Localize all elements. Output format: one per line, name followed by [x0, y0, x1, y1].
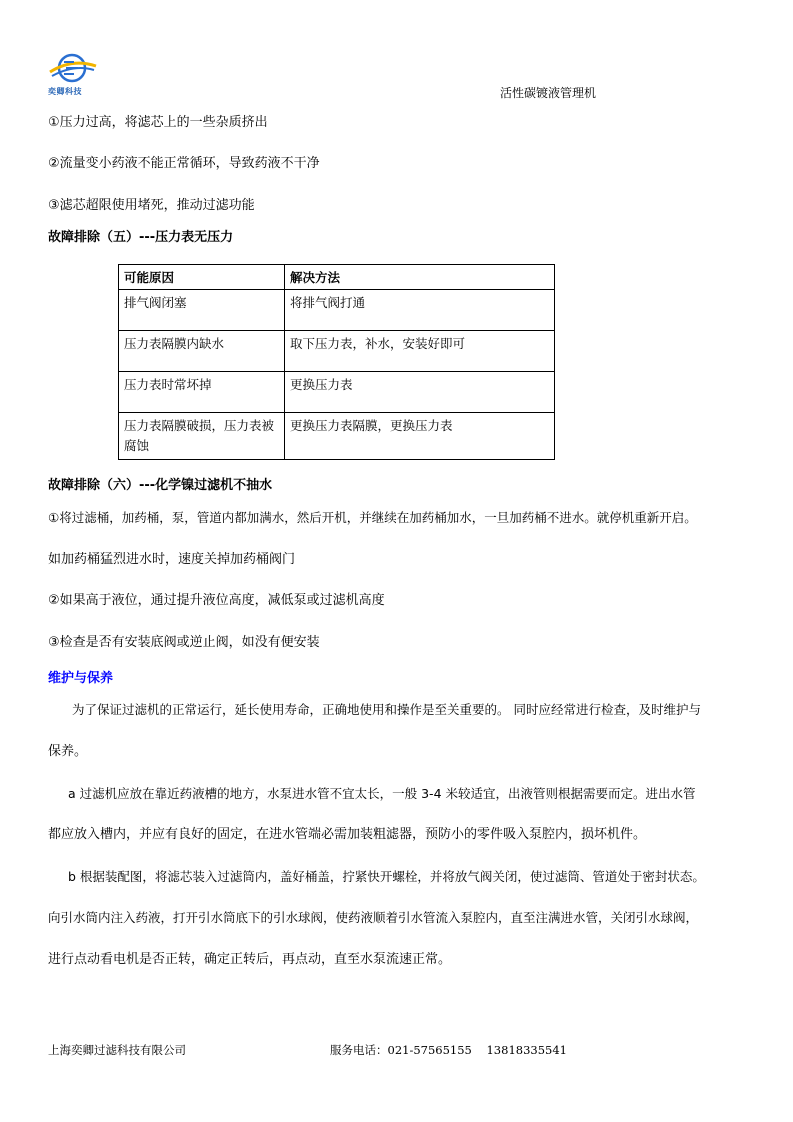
paragraph-line: 保养。: [48, 744, 88, 759]
paragraph-line: 为了保证过滤机的正常运行，延长使用寿命，正确地使用和操作是至关重要的。 同时应经常进行检查，及时维护与: [72, 702, 701, 717]
paragraph-line: ②如果高于液位，通过提升液位高度，减低泵或过滤机高度: [48, 593, 385, 608]
table-cell: 更换压力表隔膜，更换压力表: [285, 413, 555, 460]
header-title: 活性碳镀液管理机: [500, 86, 597, 100]
paragraph-line: ①将过滤桶，加药桶，泵，管道内都加满水，然后开机，并继续在加药桶加水，一旦加药桶不进水。就停机重新开启。: [48, 510, 697, 525]
paragraph-line: 都应放入槽内，并应有良好的固定，在进水管端必需加装粗滤器，预防小的零件吸入泵腔内，损坏机件。: [48, 827, 647, 842]
section-heading-fault5: 故障排除（五）---压力表无压力: [48, 230, 234, 245]
table-cell: 排气阀闭塞: [119, 290, 285, 331]
table-cell: 压力表时常坏掉: [119, 372, 285, 413]
table-cell: 取下压力表，补水，安装好即可: [285, 331, 555, 372]
list-item: ①压力过高，将滤芯上的一些杂质挤出: [48, 115, 268, 130]
column-header: 解决方法: [285, 265, 555, 290]
paragraph-line: ③检查是否有安装底阀或逆止阀，如没有便安装: [48, 635, 320, 650]
fault-table: [118, 264, 555, 460]
footer-company: 上海奕卿过滤科技有限公司: [48, 1043, 186, 1057]
table-cell: 更换压力表: [285, 372, 555, 413]
paragraph-line: a 过滤机应放在靠近药液槽的地方，水泵进水管不宜太长，一般 3-4 米较适宜，出液管则根据需要而定。进出水管: [68, 786, 696, 801]
section-heading-maintenance: 维护与保养: [48, 671, 114, 686]
paragraph-line: 向引水筒内注入药液，打开引水筒底下的引水球阀，使药液顺着引水管流入泵腔内，直至注满进水管，关闭引水球阀，: [48, 910, 699, 925]
footer-phone: [330, 1042, 567, 1058]
table-cell: 压力表隔膜内缺水: [119, 331, 285, 372]
table-row: [119, 372, 555, 413]
table-header-row: [119, 265, 555, 290]
column-header: 可能原因: [119, 265, 285, 290]
logo-text: 奕卿科技: [48, 87, 82, 96]
table-row: [119, 290, 555, 331]
table-row: [119, 413, 555, 460]
footer-phone-number: 021-57565155 13818335541: [387, 1043, 567, 1057]
footer-phone-label: 服务电话：: [330, 1043, 388, 1057]
paragraph-line: 进行点动看电机是否正转，确定正转后，再点动，直至水泵流速正常。: [48, 952, 452, 967]
table-cell: 压力表隔膜破损，压力表被腐蚀: [119, 413, 285, 460]
table-cell: 将排气阀打通: [285, 290, 555, 331]
paragraph-line: 如加药桶猛烈进水时，速度关掉加药桶阀门: [48, 552, 296, 567]
table-row: [119, 331, 555, 372]
paragraph-line: b 根据装配图，将滤芯装入过滤筒内，盖好桶盖，拧紧快开螺栓，并将放气阀关闭，使过滤筒、管道处于密封状态。: [68, 869, 705, 884]
list-item: ③滤芯超限使用堵死，推动过滤功能: [48, 198, 255, 213]
section-heading-fault6: 故障排除（六）---化学镍过滤机不抽水: [48, 478, 273, 493]
logo-icon: [44, 50, 104, 90]
list-item: ②流量变小药液不能正常循环，导致药液不干净: [48, 156, 320, 171]
